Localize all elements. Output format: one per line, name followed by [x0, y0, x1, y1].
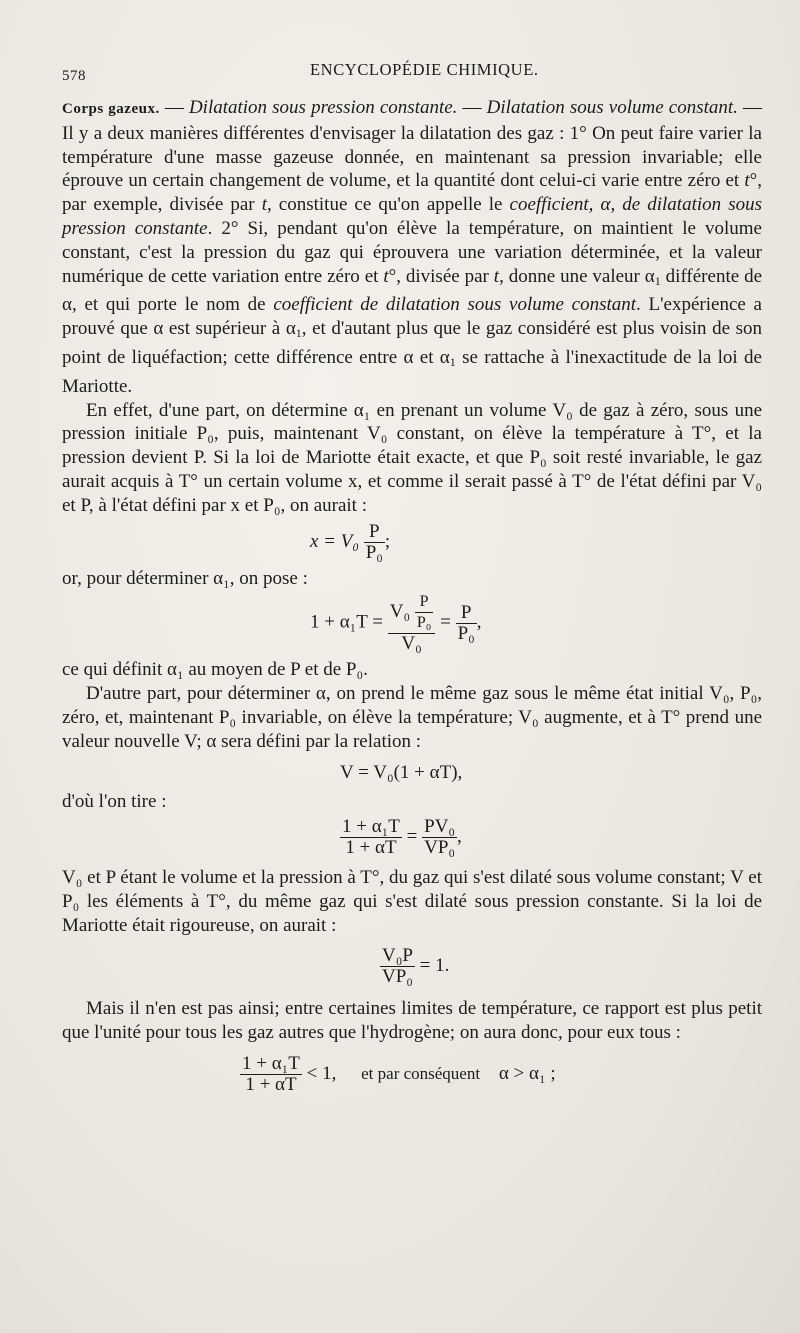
eq2-lhs: 1 + α₁T = — [310, 611, 384, 633]
para1-text-j: se rattache à l'inexactitude de la loi de Mariotte. — [62, 346, 762, 397]
subscript: 1 — [295, 326, 302, 341]
page-body — [62, 96, 762, 1095]
eq1-num: P — [369, 520, 380, 542]
para1-text-c: , constitue ce qu'on appelle le — [266, 194, 510, 216]
eq2-num2: P — [460, 601, 472, 623]
eq4-num2: PV₀ — [424, 816, 456, 838]
eq2-end: , — [476, 611, 482, 633]
eq5-den: VP₀ — [382, 965, 413, 987]
page-header — [62, 60, 760, 82]
para1-text-i: , et d'autant plus que le gaz considéré est plus voisin de son point de liquéfaction; cette différence entre α et α — [62, 318, 762, 368]
line-dou-lon-tire: d'où l'on tire : — [62, 790, 167, 812]
line-ce-qui-definit: ce qui définit α₁ au moyen de P et de P₀. — [62, 659, 368, 681]
para1-text-a: — Il y a deux manières différentes d'envisager la dilatation des gaz : 1° On peut faire varier la température d'une masse gazeuse donnée, en maintenant sa pression invariable; elle éprouve un certain changement de volume, et la quantité dont celui-ci varie entre zéro et — [62, 97, 763, 192]
eq5-fraction — [380, 946, 415, 987]
equation-alpha1 — [62, 590, 762, 658]
eq4-fraction-left — [340, 817, 402, 858]
paragraph-dautre-part: D'autre part, pour déterminer α, on prend le même gaz sous le même état initial V₀, P₀, zéro, et, maintenant P₀ invariable, on élève la température; V₀ augmente, et à T° prend une valeur nouvelle V; α sera défini par la relation : — [62, 683, 762, 752]
eq2-equals: = — [440, 611, 451, 633]
eq4-den1: 1 + αT — [340, 837, 402, 858]
para1-text-h: . L'expérience a prouvé que α est supérieur à α — [62, 294, 762, 340]
var-t: t — [261, 194, 267, 216]
var-t: t — [744, 170, 750, 192]
eq2-den: V₀ — [388, 633, 436, 654]
eq4-num1: 1 + α₁T — [342, 816, 400, 838]
eq5-num: V₀P — [382, 944, 413, 966]
eq4-fraction-right — [422, 817, 457, 858]
subscript: 1 — [449, 354, 456, 369]
paragraph-en-effet: En effet, d'une part, on détermine α₁ en prenant un volume V₀ de gaz à zéro, sous une pression initiale P₀, puis, maintenant V₀ constant, on élève la température à T°, et la pression devient P. Si la loi de Mariotte était exacte, et que P₀ soit resté invariable, le gaz aurait acquis à T° un certain volume x, et comme il serait passé à T° de l'état défini par V₀ et P, à l'état défini par x et P₀, on aurait : — [62, 399, 762, 516]
eq2-fraction-right — [456, 603, 477, 644]
equation-v — [62, 754, 762, 790]
eq4-end: , — [457, 826, 462, 848]
eq2-fraction-main — [388, 592, 436, 654]
equation-x — [62, 518, 762, 567]
para1-text-e: °, divisée par — [388, 265, 494, 287]
var-t: t — [493, 265, 500, 287]
running-title: ENCYCLOPÉDIE CHIMIQUE. — [310, 60, 539, 79]
eq6-den: 1 + αT — [240, 1074, 302, 1095]
para1-text-f: , donne une valeur α — [499, 265, 655, 287]
eq1-end: ; — [384, 530, 391, 552]
eq5-rhs: = 1. — [419, 954, 450, 976]
eq1-den: P₀ — [365, 541, 383, 563]
eq1-fraction — [364, 522, 385, 563]
eq6-middle: et par conséquent — [361, 1064, 481, 1084]
para1-dash2: — — [457, 97, 487, 118]
term-coefficient-volume: coefficient de dilatation sous volume constant — [273, 294, 637, 316]
equation-ratio — [62, 813, 762, 866]
paragraph-dilatation-intro — [62, 96, 762, 399]
subtitle-volume-constant: Dilatation sous volume constant. — [486, 97, 738, 118]
eq2-inner-num: P — [419, 593, 429, 611]
eq6-end: α > α₁ ; — [498, 1063, 556, 1085]
equation-inequality — [62, 1044, 762, 1095]
para1-text-g: différente de α, et qui porte le nom de — [62, 265, 762, 316]
para1-text-b: °, par exemple, divisée par — [62, 170, 762, 216]
var-t: t — [383, 265, 389, 287]
para1-text-d: . 2° Si, pendant qu'on élève la température, on maintient le volume constant, c'est la pression du gaz qui éprouvera une variation déterminée, et la valeur numérique de cette variation entre zéro et — [62, 217, 762, 287]
eq2-inner-fraction — [415, 592, 433, 633]
eq2-inner-den: P₀ — [416, 614, 432, 632]
paragraph-mais-il: Mais il n'en est pas ainsi; entre certaines limites de température, ce rapport est plus petit que l'unité pour tous les gaz autres que l'hydrogène; on aura donc, pour eux tous : — [62, 997, 762, 1043]
page-number: 578 — [62, 68, 86, 84]
section-label: Corps gazeux. — [62, 101, 160, 117]
eq2-den2: P₀ — [457, 622, 475, 644]
eq4-equals: = — [406, 826, 418, 848]
eq6-fraction — [240, 1054, 302, 1095]
term-coefficient-pressure: coefficient, α, de dilatation sous pression constante — [62, 194, 762, 239]
equation-mariotte — [62, 938, 762, 997]
eq1-lhs: x = V₀ — [310, 530, 359, 552]
eq6-num: 1 + α₁T — [242, 1053, 300, 1075]
subtitle-pressure-constant: Dilatation sous pression constante. — [188, 97, 458, 118]
line-or-pour-determiner: or, pour déterminer α₁, on pose : — [62, 567, 308, 589]
eq2-num — [388, 592, 436, 633]
paragraph-v0-et-p: V₀ et P étant le volume et la pression à T°, du gaz qui s'est dilaté sous volume constant; V et P₀ les éléments à T°, du même gaz qui s'est dilaté sous pression constante. Si la loi de Mariotte était rigoureuse, on aurait : — [62, 867, 762, 936]
subscript: 1 — [654, 273, 661, 288]
eq6-rel: < 1, — [306, 1063, 337, 1085]
para1-dash1: — — [159, 97, 189, 118]
eq2-inner-pre: V₀ — [389, 601, 411, 623]
eq3-text: V = V₀(1 + αT), — [340, 761, 463, 783]
eq4-den2: VP₀ — [424, 837, 456, 859]
